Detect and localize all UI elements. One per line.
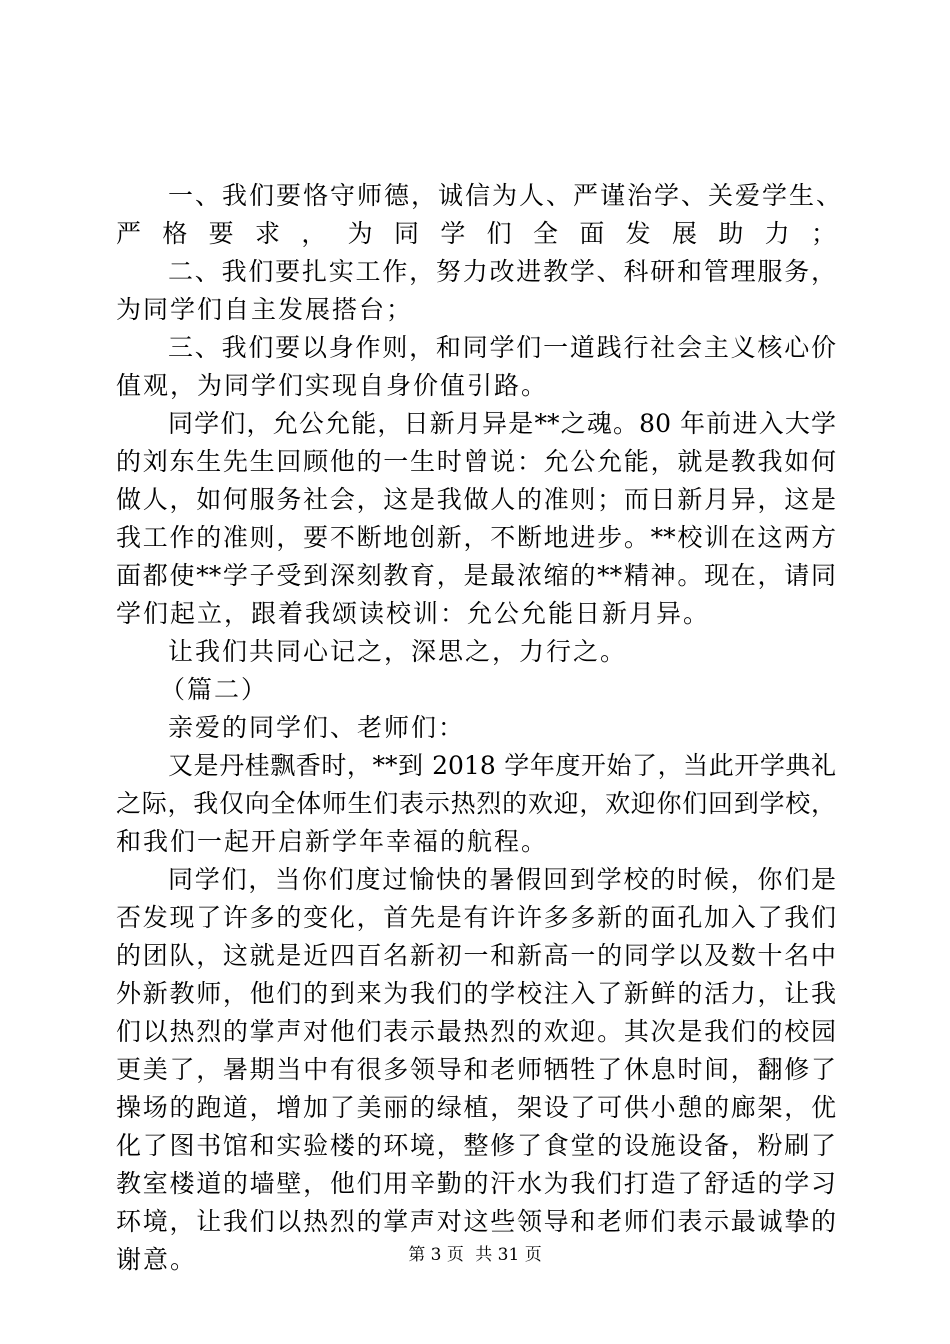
paragraph-line: 的刘东生先生回顾他的一生时曾说：允公允能，就是教我如何 [116, 447, 836, 476]
paragraph-line: 更美了，暑期当中有很多领导和老师牺牲了休息时间，翻修了 [116, 1055, 836, 1084]
paragraph-line: 一、我们要恪守师德，诚信为人、严谨治学、关爱学生、 [168, 181, 844, 210]
paragraph-line: 之际，我仅向全体师生们表示热烈的欢迎，欢迎你们回到学校， [116, 789, 836, 818]
paragraph-line: 为同学们自主发展搭台； [116, 295, 414, 324]
paragraph-line: 同学们，允公允能，日新月异是**之魂。80 年前进入大学 [168, 409, 836, 438]
paragraph-line: 同学们，当你们度过愉快的暑假回到学校的时候，你们是 [168, 865, 836, 894]
paragraph-line: 和我们一起开启新学年幸福的航程。 [116, 827, 549, 856]
paragraph-line: 值观，为同学们实现自身价值引路。 [116, 371, 549, 400]
paragraph-line: 严格要求，为同学们全面发展助力； [116, 219, 836, 248]
page-total: 共 31 页 [475, 1245, 542, 1265]
page-footer [0, 1244, 950, 1266]
page-number: 第 3 页 [408, 1245, 464, 1265]
paragraph-line: 环境，让我们以热烈的掌声对这些领导和老师们表示最诚挚的 [116, 1207, 836, 1236]
paragraph-line: 做人，如何服务社会，这是我做人的准则；而日新月异，这是 [116, 485, 836, 514]
paragraph-line: 让我们共同心记之，深思之，力行之。 [168, 637, 628, 666]
paragraph-line: 谢意。 [116, 1245, 198, 1274]
paragraph-line: 二、我们要扎实工作，努力改进教学、科研和管理服务， [168, 257, 836, 286]
paragraph-line: 操场的跑道，增加了美丽的绿植，架设了可供小憩的廊架，优 [116, 1093, 836, 1122]
paragraph-line: 面都使**学子受到深刻教育，是最浓缩的**精神。现在，请同 [116, 561, 836, 590]
paragraph-line: 教室楼道的墙壁，他们用辛勤的汗水为我们打造了舒适的学习 [116, 1169, 836, 1198]
paragraph-line: 又是丹桂飘香时，**到 2018 学年度开始了，当此开学典礼 [168, 751, 836, 780]
paragraph-line: 们以热烈的掌声对他们表示最热烈的欢迎。其次是我们的校园 [116, 1017, 836, 1046]
paragraph-line: 我工作的准则，要不断地创新，不断地进步。**校训在这两方 [116, 523, 836, 552]
section-heading: （篇二） [160, 675, 269, 704]
paragraph-line: 的团队，这就是近四百名新初一和新高一的同学以及数十名中 [116, 941, 836, 970]
salutation: 亲爱的同学们、老师们： [168, 713, 466, 742]
paragraph-line: 三、我们要以身作则，和同学们一道践行社会主义核心价 [168, 333, 836, 362]
paragraph-line: 外新教师，他们的到来为我们的学校注入了新鲜的活力，让我 [116, 979, 836, 1008]
paragraph-line: 化了图书馆和实验楼的环境，整修了食堂的设施设备，粉刷了 [116, 1131, 836, 1160]
paragraph-line: 学们起立，跟着我颂读校训：允公允能日新月异。 [116, 599, 711, 628]
paragraph-line: 否发现了许多的变化，首先是有许许多多新的面孔加入了我们 [116, 903, 836, 932]
